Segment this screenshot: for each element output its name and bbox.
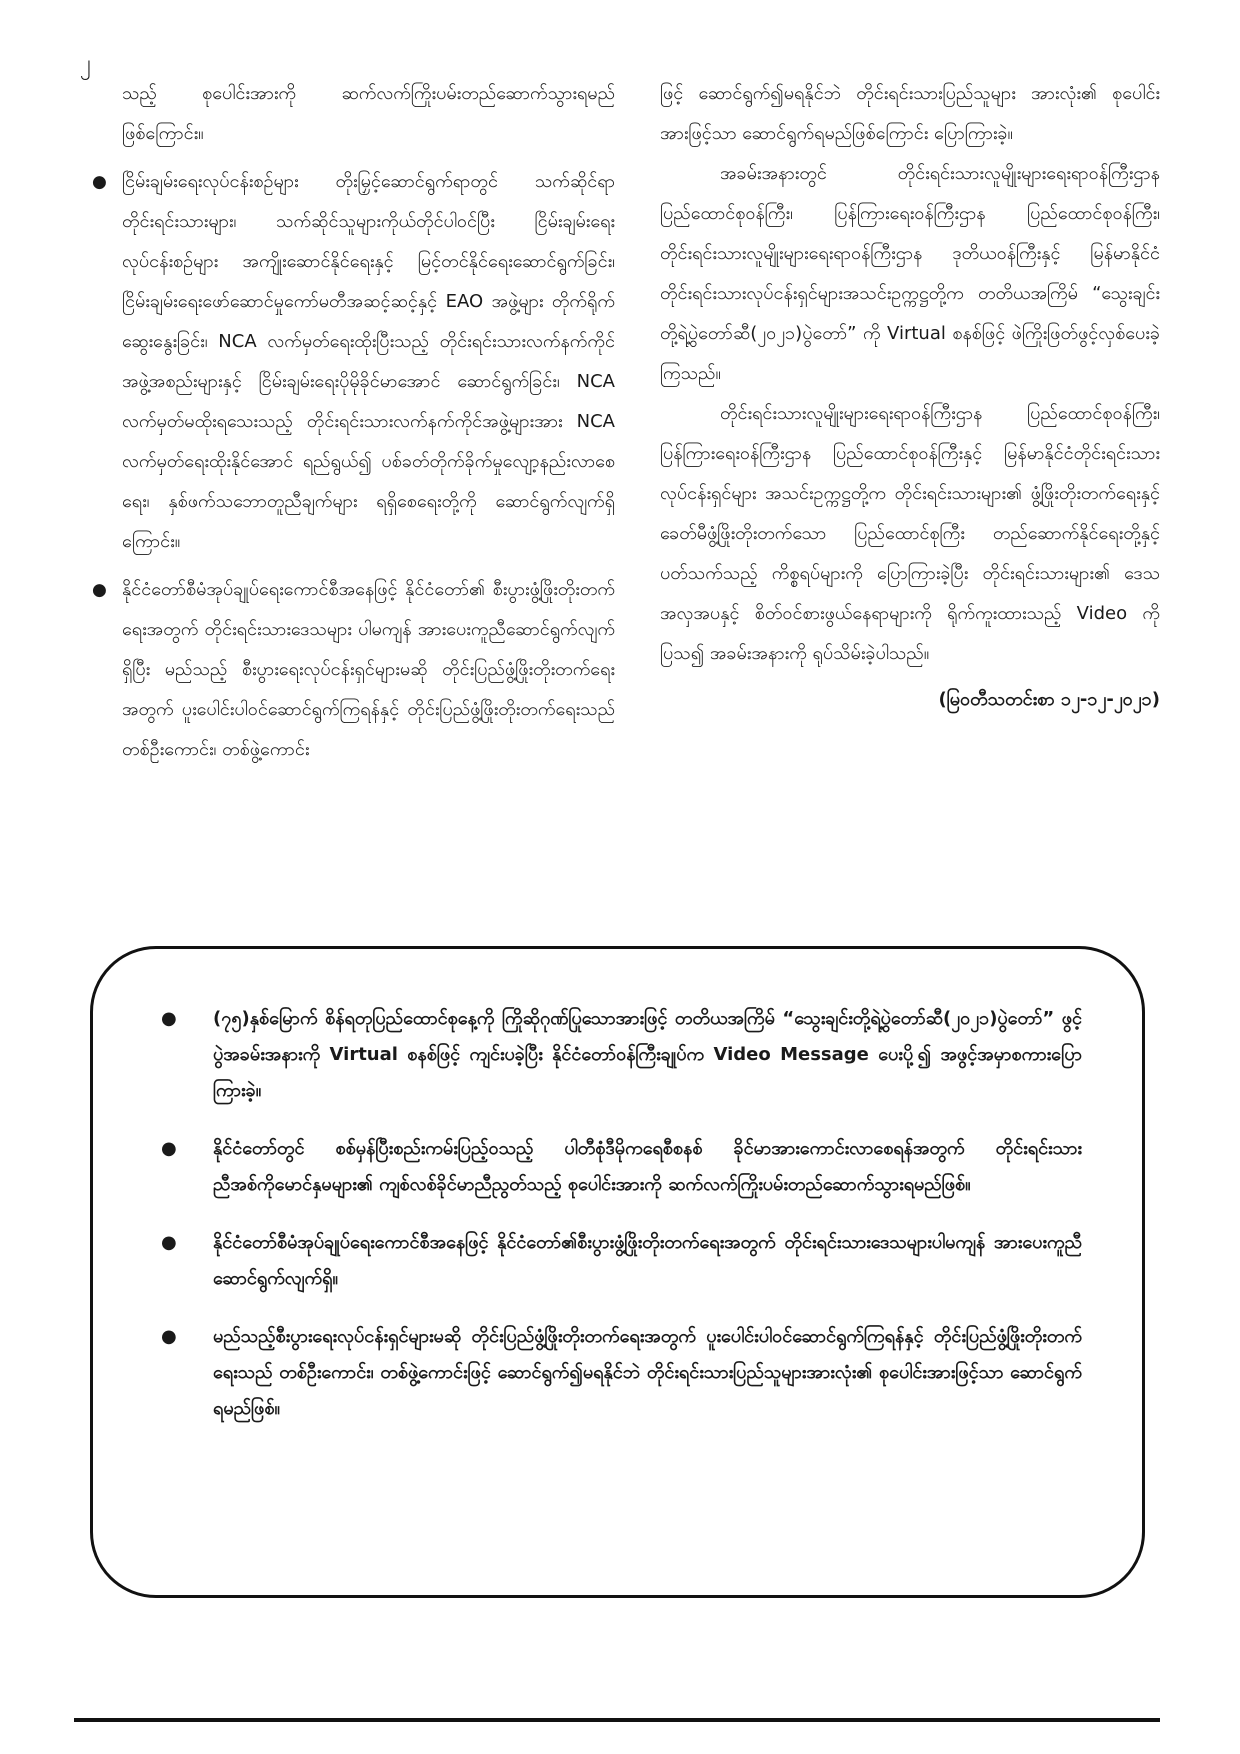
right-continuation-text: ဖြင့် ဆောင်ရွက်၍မရနိုင်ဘဲ တိုင်းရင်းသားပြည်သူများ အားလုံး၏ စုပေါင်းအားဖြင့်သာ ဆောင်ရွက်ရမည်ဖြစ်ကြောင်း ပြောကြားခဲ့။ bbox=[660, 83, 1160, 144]
left-continuation-text: သည့် စုပေါင်းအားကို ဆက်လက်ကြိုးပမ်းတည်ဆောက်သွားရမည်ဖြစ်ကြောင်း။ bbox=[122, 83, 615, 144]
left-bullet-list bbox=[92, 162, 615, 770]
page-number: ၂ bbox=[80, 51, 91, 76]
body-paragraph: တိုင်းရင်းသားလူမျိုးများရေးရာဝန်ကြီးဌာန ပြည်ထောင်စုဝန်ကြီး၊ ပြန်ကြားရေးဝန်ကြီးဌာန ပြည်ထောင်စုဝန်ကြီးနှင့် မြန်မာနိုင်ငံတိုင်းရင်းသားလုပ်ငန်းရှင်များ အသင်းဥက္ကဋ္ဌတို့က တိုင်းရင်းသားများ၏ ဖွံ့ဖြိုးတိုးတက်ရေးနှင့် ခေတ်မီဖွံ့ဖြိုးတိုးတက်သော ပြည်ထောင်စုကြီး တည်ဆောက်နိုင်ရေးတို့နှင့် ပတ်သက်သည့် ကိစ္စရပ်များကို ပြောကြားခဲ့ပြီး တိုင်းရင်းသားများ၏ ဒေသအလှအပနှင့် စိတ်ဝင်စားဖွယ်နေရာများကို ရိုက်ကူးထားသည့် Video ကိုပြသ၍ အခမ်းအနားကို ရုပ်သိမ်းခဲ့ပါသည်။ bbox=[660, 403, 1160, 664]
summary-list bbox=[153, 1001, 1082, 1427]
footer-divider bbox=[74, 1718, 1160, 1722]
summary-item: ● (၇၅)နှစ်မြောက် စိန်ရတုပြည်ထောင်စုနေ့ကို ကြိုဆိုဂုဏ်ပြုသောအားဖြင့် တတိယအကြိမ် “သွေးချင်းတို့ရဲ့ပွဲတော်ဆီ(၂၀၂၁)ပွဲတော်” ဖွင့်ပွဲအခမ်းအနားကို Virtual စနစ်ဖြင့် ကျင်းပခဲ့ပြီး နိုင်ငံတော်ဝန်ကြီးချုပ်က Video Message ပေးပို့၍ အဖွင့်အမှာစကားပြောကြားခဲ့။ bbox=[153, 1001, 1082, 1109]
body-paragraph: အခမ်းအနားတွင် တိုင်းရင်းသားလူမျိုးများရေးရာဝန်ကြီးဌာန ပြည်ထောင်စုဝန်ကြီး၊ ပြန်ကြားရေးဝန်ကြီးဌာန ပြည်ထောင်စုဝန်ကြီး၊ တိုင်းရင်းသားလူမျိုးများရေးရာဝန်ကြီးဌာန ဒုတိယဝန်ကြီးနှင့် မြန်မာနိုင်ငံတိုင်းရင်းသားလုပ်ငန်းရှင်များအသင်းဥက္ကဋ္ဌတို့က တတိယအကြိမ် “သွေးချင်းတို့ရဲ့ပွဲတော်ဆီ(၂၀၂၁)ပွဲတော်” ကို Virtual စနစ်ဖြင့် ဖဲကြိုးဖြတ်ဖွင့်လှစ်ပေးခဲ့ကြသည်။ bbox=[660, 163, 1160, 384]
summary-box bbox=[90, 946, 1145, 1598]
summary-item: ● မည်သည့်စီးပွားရေးလုပ်ငန်းရှင်များမဆို တိုင်းပြည်ဖွံ့ဖြိုးတိုးတက်ရေးအတွက် ပူးပေါင်းပါဝင်ဆောင်ရွက်ကြရန်နှင့် တိုင်းပြည်ဖွံ့ဖြိုးတိုးတက်ရေးသည် တစ်ဦးကောင်း၊ တစ်ဖွဲ့ကောင်းဖြင့် ဆောင်ရွက်၍မရနိုင်ဘဲ တိုင်းရင်းသားပြည်သူများအားလုံး၏ စုပေါင်းအားဖြင့်သာ ဆောင်ရွက်ရမည်ဖြစ်။ bbox=[153, 1319, 1082, 1427]
summary-item: ● နိုင်ငံတော်စီမံအုပ်ချုပ်ရေးကောင်စီအနေဖြင့် နိုင်ငံတော်၏စီးပွားဖွံ့ဖြိုးတိုးတက်ရေးအတွက် တိုင်းရင်းသားဒေသများပါမကျန် အားပေးကူညီဆောင်ရွက်လျက်ရှိ။ bbox=[153, 1225, 1082, 1297]
left-column bbox=[92, 74, 615, 770]
left-bullet-item: ● ငြိမ်းချမ်းရေးလုပ်ငန်းစဉ်များ တိုးမြှင့်ဆောင်ရွက်ရာတွင် သက်ဆိုင်ရာတိုင်းရင်းသားများ၊ သက်ဆိုင်သူများကိုယ်တိုင်ပါဝင်ပြီး ငြိမ်းချမ်းရေးလုပ်ငန်းစဉ်များ အကျိုးဆောင်နိုင်ရေးနှင့် မြင့်တင်နိုင်ရေးဆောင်ရွက်ခြင်း၊ ငြိမ်းချမ်းရေးဖော်ဆောင်မှုကော်မတီအဆင့်ဆင့်နှင့် EAO အဖွဲ့များ တိုက်ရိုက်ဆွေးနွေးခြင်း၊ NCA လက်မှတ်ရေးထိုးပြီးသည့် တိုင်းရင်းသားလက်နက်ကိုင်အဖွဲ့အစည်းများနှင့် ငြိမ်းချမ်းရေးပိုမိုခိုင်မာအောင် ဆောင်ရွက်ခြင်း၊ NCA လက်မှတ်မထိုးရသေးသည့် တိုင်းရင်းသားလက်နက်ကိုင်အဖွဲ့များအား NCA လက်မှတ်ရေးထိုးနိုင်အောင် ရည်ရွယ်၍ ပစ်ခတ်တိုက်ခိုက်မှုလျော့နည်းလာစေရေး၊ နှစ်ဖက်သဘောတူညီချက်များ ရရှိစေရေးတို့ကို ဆောင်ရွက်လျက်ရှိကြောင်း။ bbox=[92, 162, 615, 562]
left-bullet-item: ● နိုင်ငံတော်စီမံအုပ်ချုပ်ရေးကောင်စီအနေဖြင့် နိုင်ငံတော်၏ စီးပွားဖွံ့ဖြိုးတိုးတက်ရေးအတွက် တိုင်းရင်းသားဒေသများ ပါမကျန် အားပေးကူညီဆောင်ရွက်လျက်ရှိပြီး မည်သည့် စီးပွားရေးလုပ်ငန်းရှင်များမဆို တိုင်းပြည်ဖွံ့ဖြိုးတိုးတက်ရေးအတွက် ပူးပေါင်းပါဝင်ဆောင်ရွက်ကြရန်နှင့် တိုင်းပြည်ဖွံ့ဖြိုးတိုးတက်ရေးသည် တစ်ဦးကောင်း၊ တစ်ဖွဲ့ကောင်း bbox=[92, 570, 615, 770]
source-citation: (မြဝတီသတင်းစာ ၁၂-၁၂-၂၀၂၁) bbox=[938, 689, 1160, 710]
right-column bbox=[660, 74, 1160, 720]
summary-item: ● နိုင်ငံတော်တွင် စစ်မှန်ပြီးစည်းကမ်းပြည့်ဝသည့် ပါတီစုံဒီမိုကရေစီစနစ် ခိုင်မာအားကောင်းလာစေရန်အတွက် တိုင်းရင်းသားညီအစ်ကိုမောင်နှမများ၏ ကျစ်လစ်ခိုင်မာညီညွတ်သည့် စုပေါင်းအားကို ဆက်လက်ကြိုးပမ်းတည်ဆောက်သွားရမည်ဖြစ်။ bbox=[153, 1131, 1082, 1203]
